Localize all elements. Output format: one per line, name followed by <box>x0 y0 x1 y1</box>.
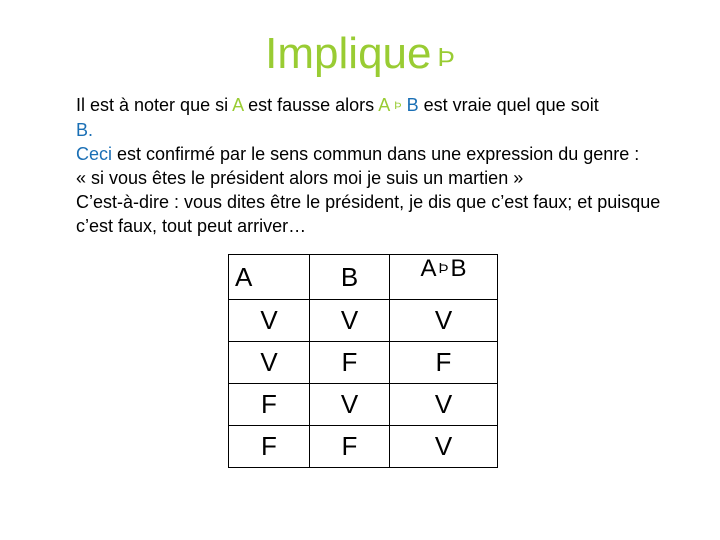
table-row <box>229 342 498 384</box>
header-b: B <box>310 255 390 300</box>
line-2 <box>76 118 676 142</box>
table-cell: V <box>390 384 498 426</box>
table-row <box>229 426 498 468</box>
table-cell: V <box>390 300 498 342</box>
line-1 <box>76 93 676 118</box>
table-cell: V <box>229 342 310 384</box>
slide-title <box>0 26 720 85</box>
table-cell: F <box>310 342 390 384</box>
table-cell: V <box>390 426 498 468</box>
line-5: C’est-à-dire : vous dites être le président, je dis que c’est faux; et puisque c’est faux, tout peut arriver… <box>76 192 661 236</box>
ceci-word: Ceci <box>76 144 113 164</box>
table-cell: F <box>310 426 390 468</box>
var-b: B. <box>76 120 94 140</box>
text-run: est confirmé par le sens commun dans une expression du genre : <box>112 144 640 164</box>
table-header-row <box>229 255 498 300</box>
var-b: B <box>406 95 419 115</box>
table-row <box>229 384 498 426</box>
table-row <box>229 300 498 342</box>
var-b: B <box>450 254 467 282</box>
table-cell: V <box>310 300 390 342</box>
var-a: A <box>378 95 390 115</box>
text-run: est fausse alors <box>243 95 379 115</box>
implies-symbol: Þ <box>437 42 455 72</box>
table-cell: V <box>229 300 310 342</box>
header-a: A <box>229 255 310 300</box>
var-a: A <box>420 254 437 282</box>
table-cell: F <box>229 426 310 468</box>
truth-table <box>228 254 498 468</box>
text-run: est vraie quel que soit <box>418 95 599 115</box>
var-a: A <box>232 95 244 115</box>
table-cell: F <box>229 384 310 426</box>
line-4: « si vous êtes le président alors moi je suis un martien » <box>76 168 524 188</box>
implies-symbol: Þ <box>394 100 402 112</box>
title-text: Implique <box>265 29 432 78</box>
implies-symbol: Þ <box>438 259 449 277</box>
text-run: Il est à noter que si <box>76 95 233 115</box>
table-cell: V <box>310 384 390 426</box>
header-a-implies-b <box>390 255 498 300</box>
table-cell: F <box>390 342 498 384</box>
line-3 <box>76 142 676 166</box>
explanation-text <box>76 93 676 238</box>
